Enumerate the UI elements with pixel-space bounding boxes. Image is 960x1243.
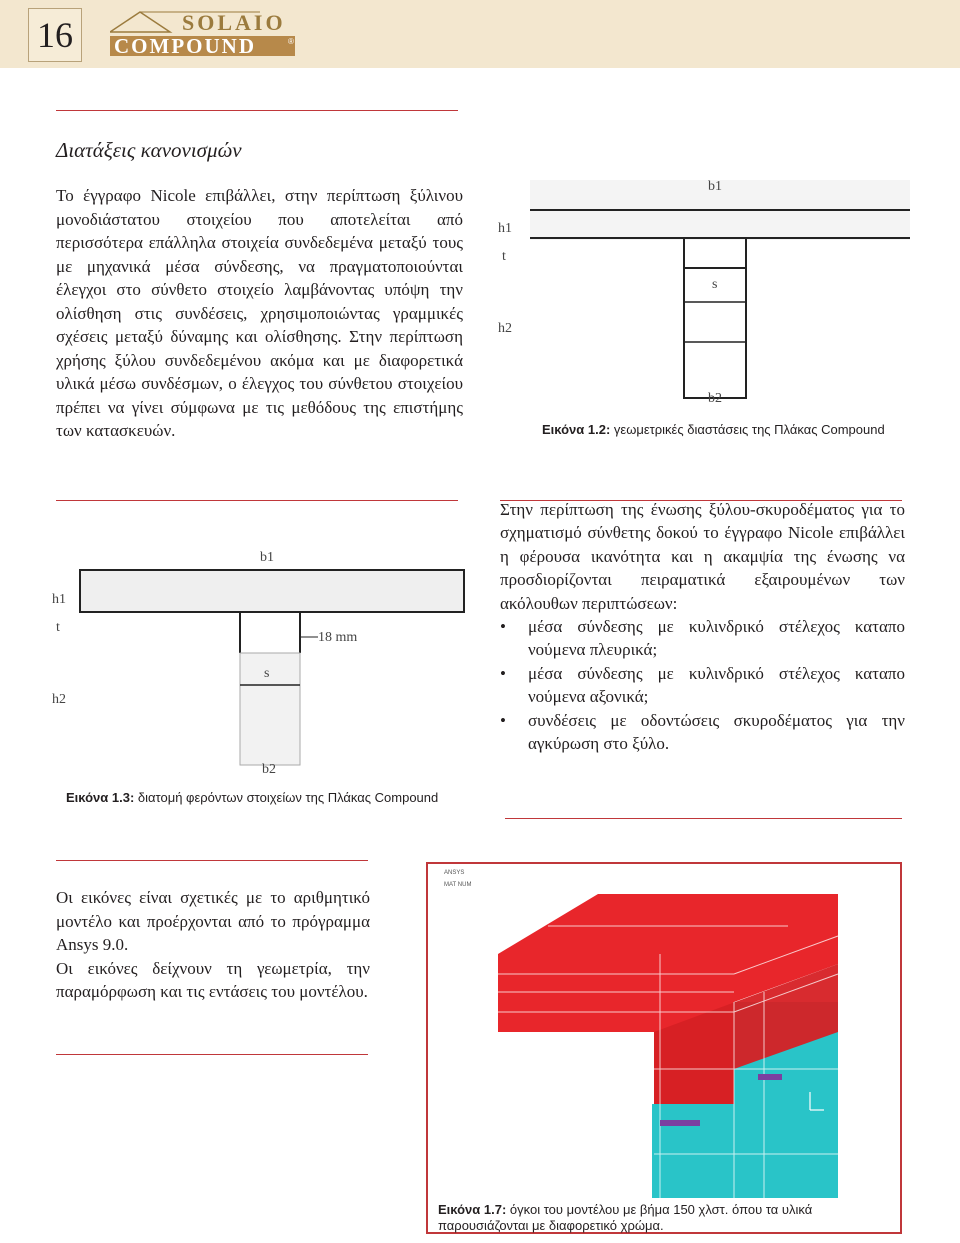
figure-1-7-model: [428, 864, 900, 1198]
figure-1-3-diagram: [50, 545, 470, 780]
right-paragraph-text: Στην περίπτωση της ένωσης ξύλου-σκυροδέματος για το σχηματισμό σύνθετης δοκού το έγγραφο Nicole επιβάλλει η φέρουσα ικανότητα και η ακαμψία της ένωσης να προσδιορίζονται πειραματικά εξαιρουμένων των ακόλουθων περιπτώσεων:: [500, 500, 905, 613]
label-h1: h1: [498, 221, 512, 236]
label-t: t: [56, 620, 60, 635]
right-rule: [505, 818, 902, 819]
exception-list: [500, 615, 905, 755]
top-rule: [56, 110, 458, 111]
svg-text:®: ®: [288, 37, 294, 46]
mid-rule-left: [56, 500, 458, 501]
right-paragraph: [500, 498, 905, 755]
label-b2: b2: [708, 391, 722, 406]
list-item: • μέσα σύνδεσης με κυλινδρικό στέλεχος καταπο νούμενα αξονικά;: [500, 662, 905, 709]
svg-text:ANSYS: ANSYS: [444, 870, 465, 876]
ansys-note: [56, 886, 370, 1004]
figure-1-2-diagram: [494, 172, 914, 412]
svg-text:MAT NUM: MAT NUM: [444, 882, 472, 888]
label-s: s: [264, 666, 270, 681]
svg-text:SOLAIO: SOLAIO: [182, 10, 286, 35]
label-t: t: [502, 249, 506, 264]
figure-1-2-caption: Εικόνα 1.2: γεωμετρικές διαστάσεις της Πλάκας Compound: [542, 422, 885, 437]
figure-1-7-caption: Εικόνα 1.7: όγκοι του μοντέλου με βήμα 150 χλστ. όπου τα υλικά παρουσιάζονται με διαφορετικό χρώμα.: [438, 1202, 813, 1233]
label-18mm: 18 mm: [318, 630, 358, 645]
section-title: Διατάξεις κανονισμών: [56, 138, 242, 162]
label-s: s: [712, 277, 718, 292]
list-item: • μέσα σύνδεσης με κυλινδρικό στέλεχος καταπο νούμενα πλευρικά;: [500, 615, 905, 662]
ansys-note-line1: Οι εικόνες είναι σχετικές με το αριθμητικό μοντέλο και προέρχονται από το πρόγραμμα Ansys 9.0.: [56, 888, 370, 954]
label-h2: h2: [52, 692, 66, 707]
label-h2: h2: [498, 321, 512, 336]
ansys-note-line2: Οι εικόνες δείχνουν τη γεωμετρία, την παραμόρφωση και τις εντάσεις του μοντέλου.: [56, 958, 370, 1001]
page-number: 16: [28, 8, 82, 62]
intro-paragraph: Το έγγραφο Nicole επιβάλλει, στην περίπτωση ξύλινου μονοδιάστατου στοιχείου που αποτελείται από περισσότερα επάλληλα στοιχεία συνδεδεμένα μεταξύ τους με μηχανικά μέσα σύνδεσης, να πραγματοποιούνται έλεγχοι στο σύνθετο στοιχείο λαμβάνοντας υπόψη την ολίσθηση στις συνδέσεις, χρησιμοποιώντας γραμμικές σχέσεις μεταξύ δύναμης και ολίσθησης. Στην περίπτωση χρήσης ξύλου συνδεδεμένου ακόμα και με διαφορετικά υλικά μέσω συνδέσμων, ο έλεγχος του σύνθετου στοιχείου πρέπει να γίνει σύμφωνα με τις μεθόδους της επιστήμης των κατασκευών.: [56, 186, 463, 440]
note-rule-top: [56, 860, 368, 861]
label-b1: b1: [708, 179, 722, 194]
figure-1-3-caption: Εικόνα 1.3: διατομή φερόντων στοιχείων της Πλάκας Compound: [66, 790, 439, 805]
svg-text:COMPOUND: COMPOUND: [114, 34, 256, 58]
label-h1: h1: [52, 592, 66, 607]
list-item: • συνδέσεις με οδοντώσεις σκυροδέματος για την αγκύρωση στο ξύλο.: [500, 709, 905, 756]
label-b1: b1: [260, 550, 274, 565]
note-rule-bottom: [56, 1054, 368, 1055]
solaio-compound-logo: [110, 8, 300, 60]
label-b2: b2: [262, 762, 276, 777]
